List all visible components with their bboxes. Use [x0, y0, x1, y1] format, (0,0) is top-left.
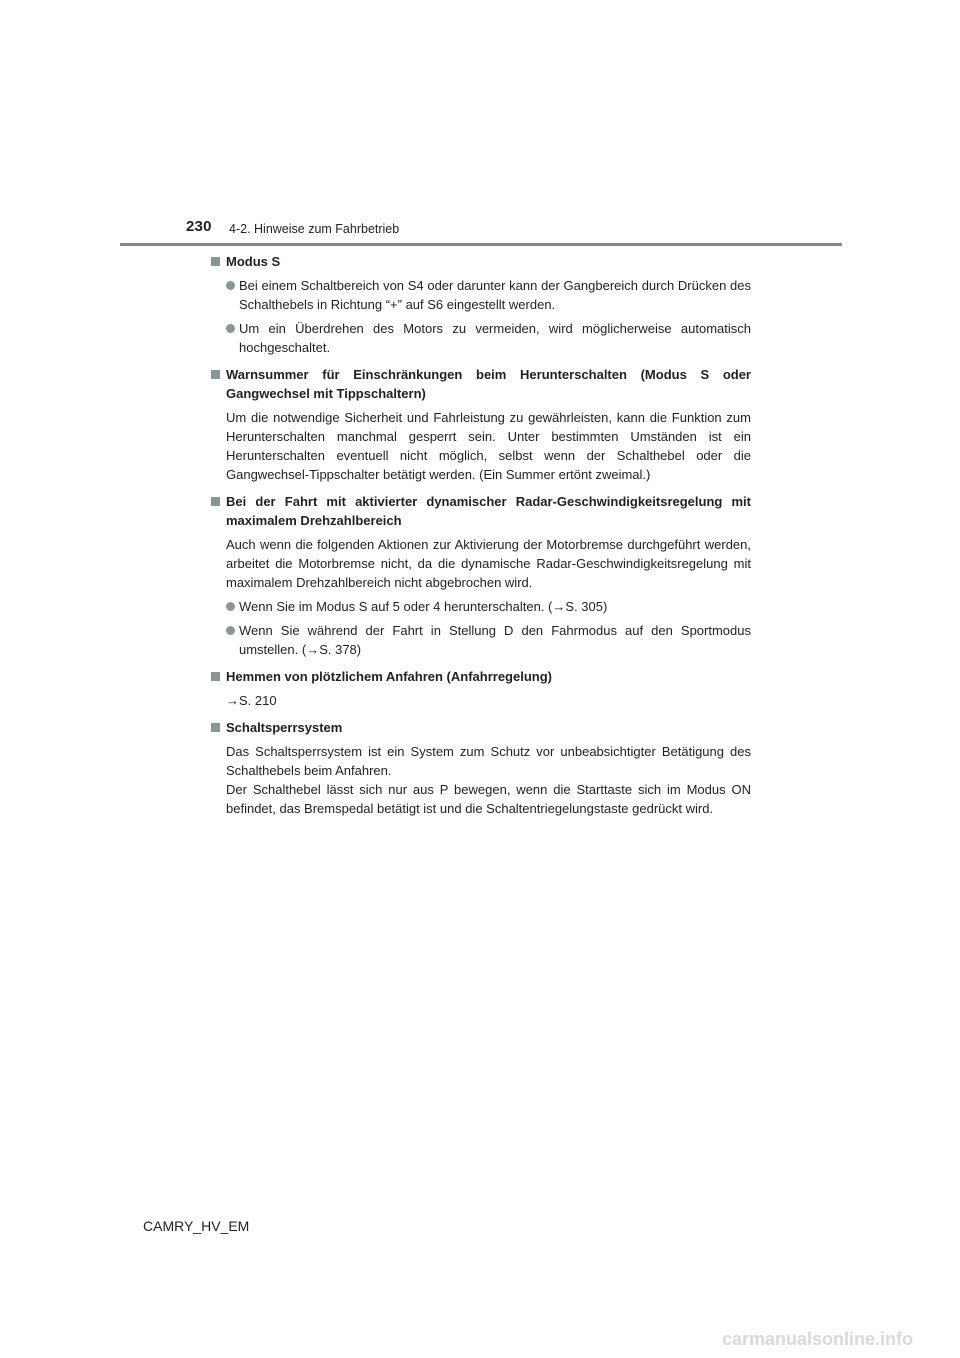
watermark: carmanualsonline.info [722, 1329, 914, 1349]
round-bullet-icon [226, 602, 235, 611]
page-number: 230 [186, 218, 212, 235]
page-content [210, 252, 751, 818]
heading-radar-cruise: Bei der Fahrt mit aktivierter dynamischer Radar-Geschwindigkeitsregelung mit maximalem Drehzahlbereich [210, 492, 751, 530]
square-bullet-icon [211, 257, 220, 266]
heading-modus-s: Modus S [210, 252, 751, 271]
square-bullet-icon [211, 370, 220, 379]
reference-line [210, 691, 751, 710]
arrow-right-icon: → [226, 693, 239, 708]
bullet-item: Wenn Sie während der Fahrt in Stellung D den Fahrmodus auf den Sportmodus umstellen. (→S. 378) [210, 621, 751, 659]
round-bullet-icon [226, 281, 235, 290]
page-reference-link[interactable]: S. 210 [239, 693, 277, 708]
bullet-item: Bei einem Schaltbereich von S4 oder darunter kann der Gangbereich durch Drücken des Schalthebels in Richtung “+” auf S6 eingestellt werden. [210, 276, 751, 314]
bullet-item: Um ein Überdrehen des Motors zu vermeiden, wird möglicherweise automatisch hochgeschaltet. [210, 319, 751, 357]
arrow-right-icon: → [552, 599, 566, 614]
paragraph: Auch wenn die folgenden Aktionen zur Aktivierung der Motorbremse durchgeführt werden, arbeitet die Motorbremse nicht, da die dynamische Radar-Geschwindigkeitsregelung mit maximalem Drehzahlbereich nicht abgebrochen wird. [226, 537, 751, 590]
page-reference-link[interactable]: S. 378 [319, 642, 357, 657]
round-bullet-icon [226, 626, 235, 635]
square-bullet-icon [211, 497, 220, 506]
heading-anfahrregelung: Hemmen von plötzlichem Anfahren (Anfahrregelung) [210, 667, 751, 686]
page-reference-link[interactable]: S. 305 [565, 599, 603, 614]
round-bullet-icon [226, 324, 235, 333]
header-rule [120, 243, 842, 246]
heading-warnsummer: Warnsummer für Einschränkungen beim Herunterschalten (Modus S oder Gangwechsel mit Tippschaltern) [210, 365, 751, 403]
square-bullet-icon [211, 723, 220, 732]
arrow-right-icon: → [306, 642, 320, 657]
document-code: CAMRY_HV_EM [143, 1218, 250, 1234]
square-bullet-icon [211, 672, 220, 681]
paragraph: Um die notwendige Sicherheit und Fahrleistung zu gewährleisten, kann die Funktion zum Herunterschalten manchmal gesperrt sein. Unter bestimmten Umständen ist ein Herunterschalten eventuell nicht möglich, selbst wenn der Schalthebel oder die Gangwechsel-Tippschalter betätigt werden. (Ein Summer ertönt zweimal.) [226, 410, 751, 482]
paragraph: Das Schaltsperrsystem ist ein System zum Schutz vor unbeabsichtigter Betätigung des Schalthebels beim Anfahren. Der Schalthebel lässt sich nur aus P bewegen, wenn die Starttaste sich im Modus ON befindet, das Bremspedal betätigt ist und die Schaltentriegelungstaste gedrückt wird. [226, 744, 751, 816]
section-title: 4-2. Hinweise zum Fahrbetrieb [229, 222, 400, 236]
heading-schaltsperrsystem: Schaltsperrsystem [210, 718, 751, 737]
bullet-item: Wenn Sie im Modus S auf 5 oder 4 herunterschalten. (→S. 305) [210, 597, 751, 616]
